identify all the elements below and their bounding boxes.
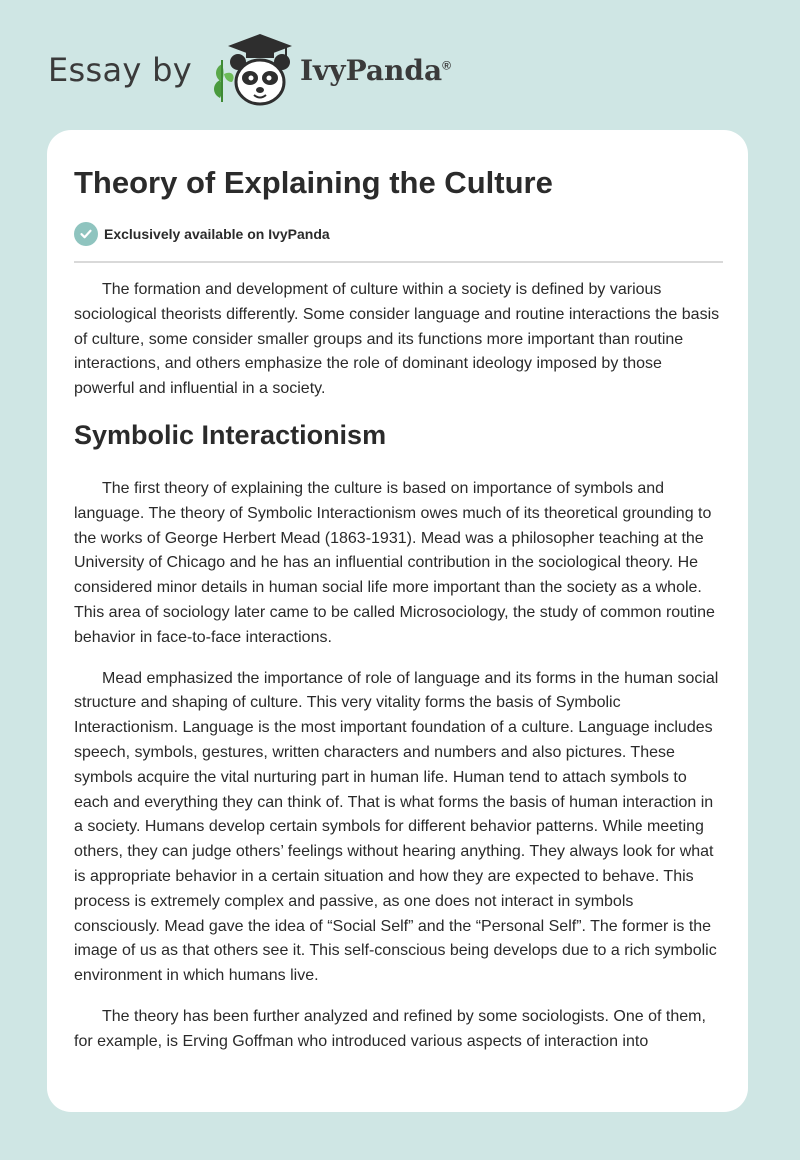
paragraph-intro: The formation and development of culture within a society is defined by various sociological theorists differently. Some consider language and routine interactions the basis of culture, some consider smaller groups and its functions more important than routine interactions, and others emphasize the role of dominant ideology imposed by those powerful and influential in a society.: [74, 281, 720, 398]
essay-by-label: Essay by: [48, 51, 192, 89]
ivypanda-logo[interactable]: [210, 30, 451, 110]
brand-text: IvyPanda: [299, 53, 443, 87]
paragraph: The first theory of explaining the culture is based on importance of symbols and language. The theory of Symbolic Interactionism owes much of its theoretical grounding to the works of George Herbert Mead (1863-1931). Mead was a philosopher teaching at the University of Chicago and he has an influential contribution in the sociological theory. He considered minor details in human social life more important than the society as a whole. This area of sociology later came to be called Microsociology, the study of common routine behavior in face-to-face interactions.: [74, 479, 715, 646]
checkmark-icon: [74, 222, 98, 246]
brand-name: [300, 54, 451, 87]
essay-card: [47, 130, 748, 1112]
paragraph: Mead emphasized the importance of role of language and its forms in the human social structure and shaping of culture. This very vitality forms the basis of Symbolic Interactionism. Language is the most important foundation of a culture. Language includes speech, symbols, gestures, written characters and numbers and also pictures. These symbols acquire the vital nurturing part in human life. Human tend to attach symbols to each and everything they can think of. That is what forms the basis of human interaction in a society. Humans develop certain symbols for different behavior patterns. While meeting others, they can judge others’ feelings without hearing anything. They always look for what is appropriate behavior in a certain situation and how they are expected to behave. This process is extremely complex and passive, as one does not interact in symbols consciously. Mead gave the idea of “Social Self” and the “Personal Self”. The former is the image of us as that others see it. This self-conscious being develops due to a rich symbolic environment in which humans live.: [74, 669, 719, 985]
exclusive-label: Exclusively available on IvyPanda: [104, 226, 330, 242]
paragraph: The theory has been further analyzed and refined by some sociologists. One of them, for example, is Erving Goffman who introduced various aspects of interaction into: [74, 1007, 706, 1050]
essay-body: [74, 278, 722, 1071]
registered-mark: ®: [442, 58, 451, 73]
panda-graduate-logo-icon: [210, 30, 296, 110]
section-heading: Symbolic Interactionism: [74, 419, 387, 450]
page-title: Theory of Explaining the Culture: [74, 165, 553, 200]
divider: [74, 261, 723, 263]
site-header: [48, 30, 451, 110]
exclusive-badge: [74, 222, 330, 246]
